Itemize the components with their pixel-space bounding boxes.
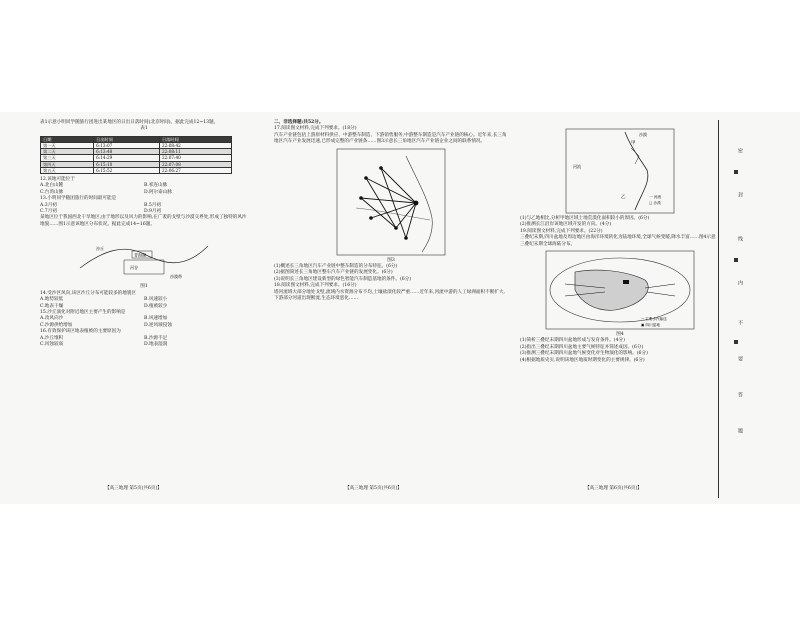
q12-option[interactable]: D.阿尔泰山脉 <box>144 189 172 195</box>
map-legend: □ 沙漠 <box>649 201 661 205</box>
binding-margin <box>718 120 739 498</box>
table-row: 第二天 6:13:48 22:08:11 <box>41 149 232 155</box>
q18: 18.阅读图文材料,完成下列要求。(16分) <box>274 283 357 289</box>
q16: 16.有效保护该区地表植被的主要原因为 <box>40 329 121 335</box>
page-footer: 【高三地理 第5页(共6页)】 <box>105 486 162 491</box>
q15-option[interactable]: C.沙源供给增加 <box>40 322 73 328</box>
q16-option[interactable]: D.地表湿润 <box>144 341 168 347</box>
q16-option[interactable]: C.风蚀较弱 <box>40 341 64 347</box>
table-row: 第五天 6:15:52 22:06:27 <box>41 167 232 173</box>
q12-option[interactable]: A.北白山麓 <box>40 183 64 189</box>
table-row: 第四天 6:15:10 22:07:08 <box>41 161 232 167</box>
passage-14-16: 某地区位于我国西北干旱地区,由于地形以及风力的影响,在广袤的戈壁与沙漠交界处,形成了独特的风沙地貌……图1示意该地区分布状况。据此完成14~16题。 <box>40 215 247 227</box>
q14: 14.受沙区风向,该区沙丘分布可能较多的地貌区 <box>40 290 137 296</box>
fig1-tag: 河谷 <box>130 265 138 271</box>
section-title: 二、非选择题:共52分。 <box>274 120 324 125</box>
fig1-tag: 青海湖 <box>134 252 146 258</box>
q17: 17.阅读图文材料,完成下列要求。(18分) <box>274 126 357 132</box>
figure-3-map <box>336 148 446 256</box>
table-row: 第三天 6:14:29 22:07:40 <box>41 155 232 161</box>
seal-char: 答 <box>737 392 743 397</box>
figure-1 <box>74 230 214 282</box>
q14-option[interactable]: B.风速较小 <box>144 297 168 303</box>
q16-option[interactable]: B.沙源不足 <box>144 335 168 341</box>
q15-option[interactable]: D.逆风坡侵蚀 <box>144 322 172 328</box>
figure-3-label: 图3 <box>387 257 395 263</box>
q19: 19.阅读图文材料,完成下列要求。(22分) <box>520 228 603 234</box>
table-header: 日期 <box>41 136 94 142</box>
seal-char: 封 <box>737 192 743 197</box>
q18-part1: (1)与乙地相比,分析甲地区域土地荒漠化面积较小的原因。(6分) <box>520 216 650 221</box>
map-legend: 一 河流 <box>649 195 661 199</box>
seal-char: 密 <box>737 148 743 153</box>
q12-option[interactable]: C.台湾山脉 <box>40 189 64 195</box>
column-middle <box>274 120 508 302</box>
seal-char: 题 <box>737 428 743 433</box>
figure-4-world-map <box>545 250 695 330</box>
q13-option[interactable]: D.9月初 <box>144 209 162 215</box>
q13-option[interactable]: B.5月初 <box>144 202 161 208</box>
map-legend: → 主要水汽输送 <box>641 317 667 322</box>
q14-option[interactable]: D.植被较少 <box>144 303 168 309</box>
page-footer: 【高三地理 第5页(共6页)】 <box>345 486 402 491</box>
q19-part4: (4)根据地质史实,说明该地区地质时期变化的主要规律。(6分) <box>520 357 645 363</box>
map-tag: 沙漠 <box>639 132 647 137</box>
q15-option[interactable]: A.改风向沙 <box>40 316 64 322</box>
q15-option[interactable]: B.风速增加 <box>144 316 168 322</box>
column-left <box>40 120 248 348</box>
q19-passage: 三叠纪末期,四川盆地及周边地区由海洋环境转化为陆地环境,全球气候变暖,降水丰富……图4示意三叠纪末期全球海陆分布。 <box>520 235 716 247</box>
q17-part3: (3)说明长三角地区建设新型的绿色智能汽车制造基地的条件。(6分) <box>274 276 412 282</box>
fig1-tag: 沙漠带 <box>170 274 182 280</box>
figure-1-label: 图1 <box>140 284 148 290</box>
table-header: 日落时间 <box>159 136 231 142</box>
q15: 15.沙丘演化对附近地区主要产生的影响是 <box>40 309 126 315</box>
q18-part2: (2)推测长江沿岸该地区域开发的方向。(4分) <box>520 222 612 228</box>
page-footer: 【高三地理 第6页(共6页)】 <box>585 486 642 491</box>
fig1-tag: 沙丘 <box>96 246 104 252</box>
table-row: 第一天 6:13:07 22:08:42 <box>41 143 232 149</box>
q17-part2: (2)据图简述长三角地区整车汽车产业链的发展变化。(6分) <box>274 270 393 276</box>
table-title: 表1 <box>140 126 148 132</box>
q12-option[interactable]: B.祁连山脉 <box>144 183 168 189</box>
map-tag: 甲 <box>631 141 636 146</box>
binding-dot <box>734 258 738 262</box>
q19-part2: (2)指出三叠纪末期四川盆地主要气候特征并简述成因。(6分) <box>520 344 644 350</box>
q17-passage: 汽车产业链包括上游原材料供应、中游整车制造、下游销售服务,中游整车制造是汽车产业链的核心。近年来,长三角地区汽车产业发展迅速,已形成完整的产业链条……图3示意长三角地区汽车产业链企业之间的联系情况。 <box>274 132 507 145</box>
q19-part1: (1)简析三叠纪末期四川盆地形成与发育条件。(4分) <box>520 338 625 344</box>
map-tag: 乙 <box>621 195 626 200</box>
q13-option[interactable]: A.3月初 <box>40 202 57 208</box>
seal-char: 线 <box>737 236 743 241</box>
q12-intro: 表1示意小明同学随旅行团进出某地区的日出日落时间(北京时间)。据此完成12~13题。 <box>40 120 219 125</box>
q17-part1: (1)概述长三角地区汽车产业链中整车制造的分布特征。(6分) <box>274 264 398 270</box>
binding-dot <box>734 170 738 174</box>
q13: 13.小明同学随团旅行的时间最可能是 <box>40 196 117 202</box>
q16-option[interactable]: A.沙丘堆积 <box>40 335 64 341</box>
q19-part3: (3)推测三叠纪末期四川盆地气候变化对生物演化的影响。(6分) <box>520 351 648 357</box>
q12: 12.该地可能位于 <box>40 177 75 183</box>
figure-2-map <box>565 128 675 214</box>
q14-option[interactable]: C.地表干燥 <box>40 303 64 309</box>
map-tag: 河流 <box>573 164 581 169</box>
seal-char: 不 <box>737 320 743 325</box>
q13-option[interactable]: C.7月初 <box>40 209 57 215</box>
q14-option[interactable]: A.地势较低 <box>40 297 64 303</box>
seal-char: 内 <box>737 280 743 285</box>
figure-4-label: 图4 <box>616 332 624 338</box>
table-header: 日出时间 <box>94 136 160 142</box>
binding-dot <box>734 340 738 344</box>
map-legend: ▣ 四川盆地 <box>641 323 660 328</box>
seal-char: 要 <box>737 356 743 361</box>
column-right <box>520 126 720 364</box>
sunrise-table <box>40 136 232 174</box>
q18-passage: 塔河流域大部分地处戈壁,流域内水资源分布不均,土壤盐渍化较严重……近年来,河流中游的人工绿洲面积不断扩大,下游部分河道出现断流,生态环境恶化…… <box>274 289 505 302</box>
